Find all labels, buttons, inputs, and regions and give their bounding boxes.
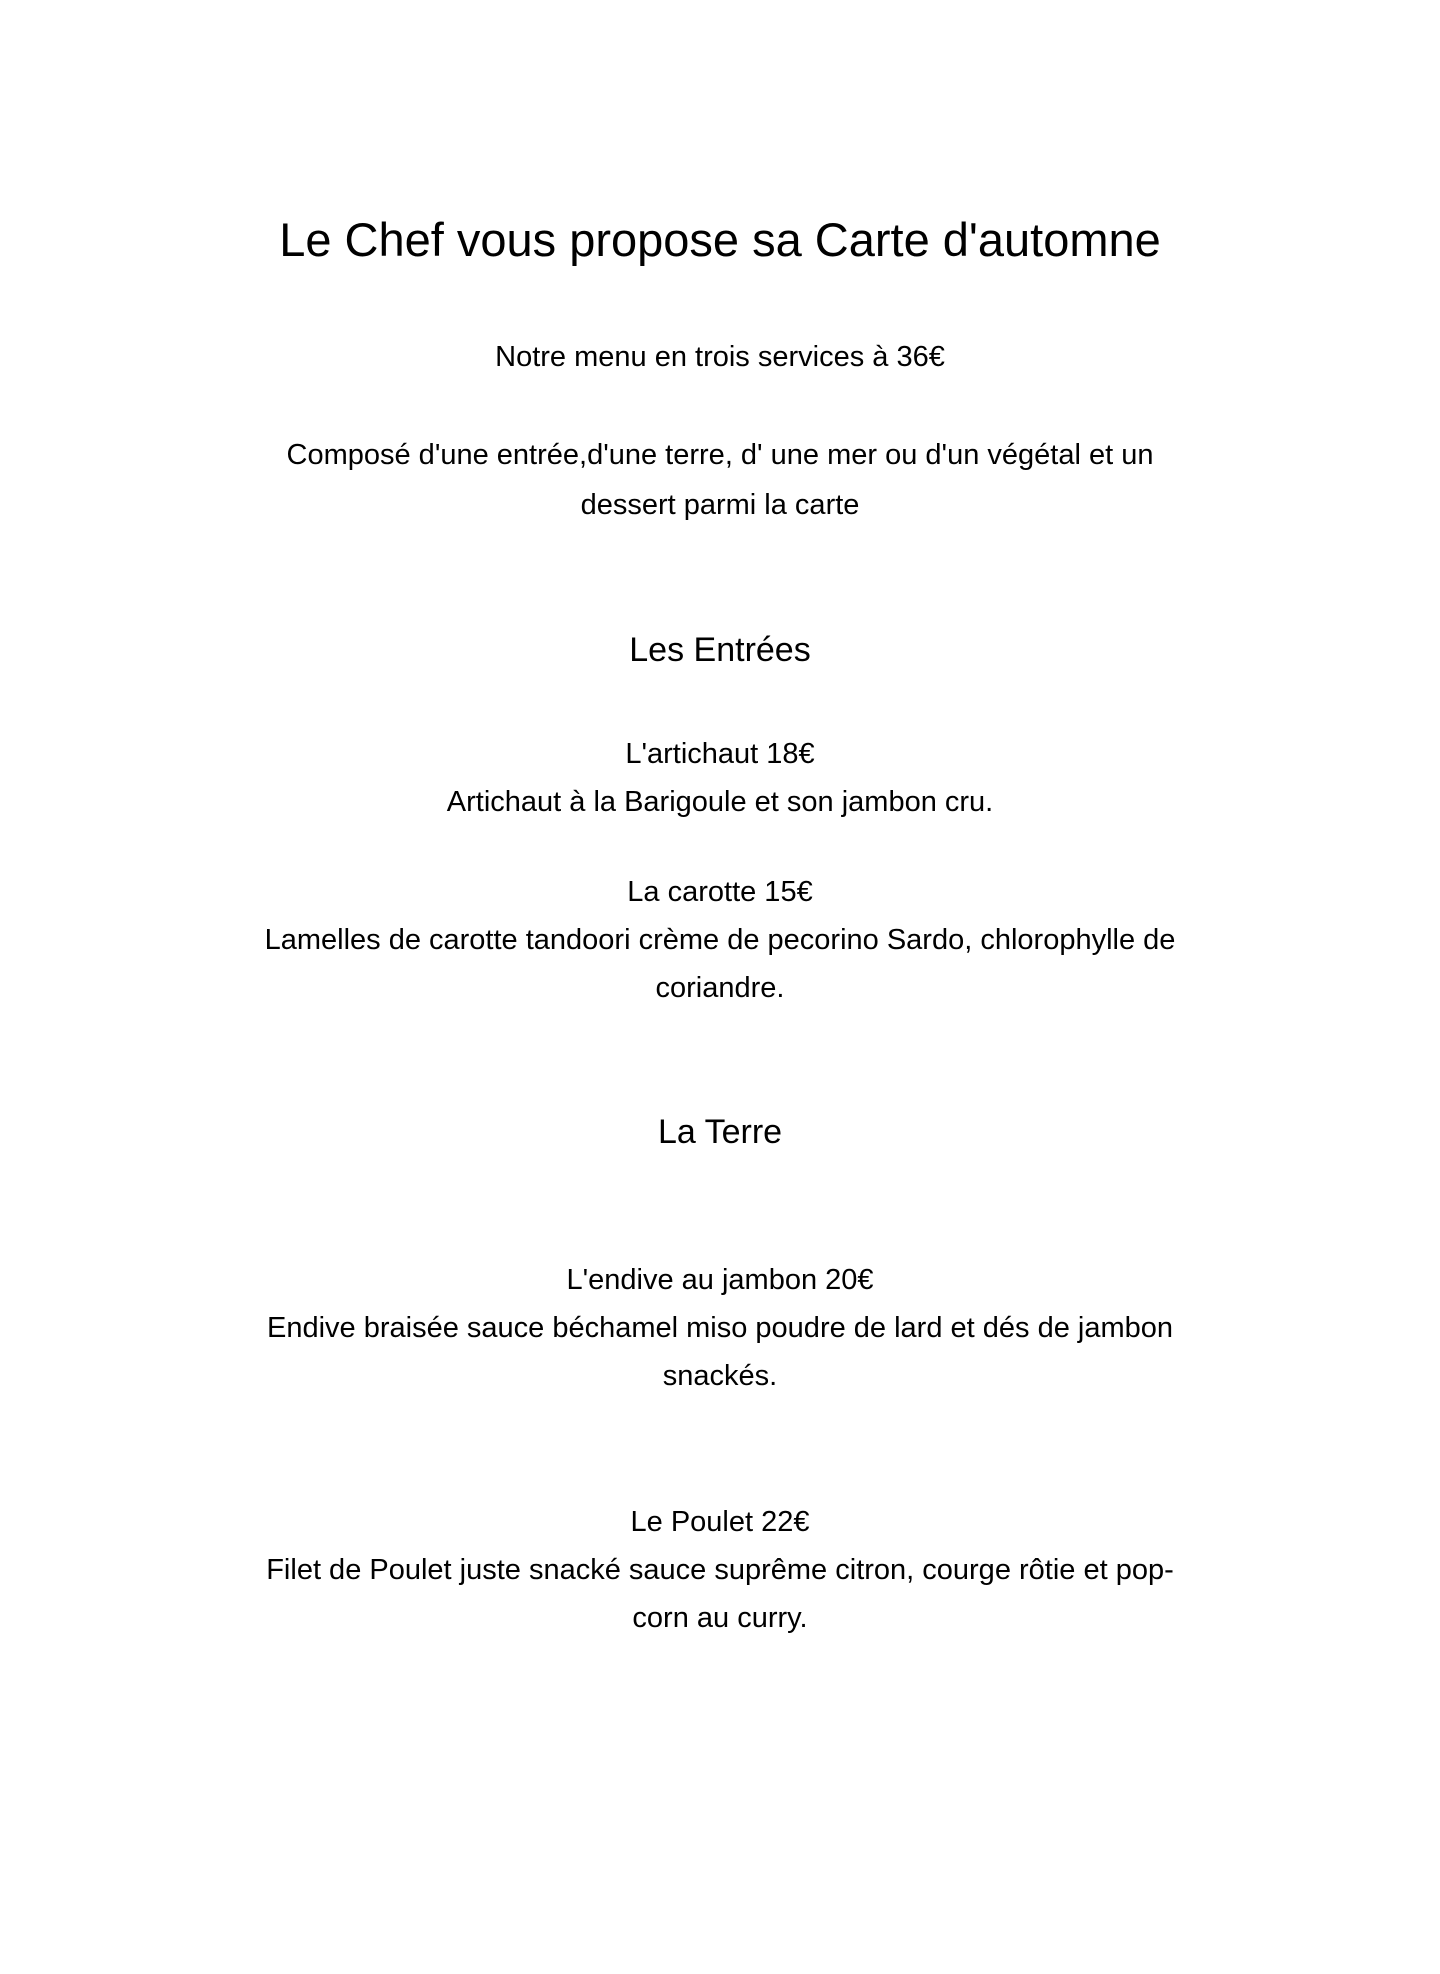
dish-name: L'endive au jambon 20€ [566,1264,874,1296]
menu-intro-line: Composé d'une entrée,d'une terre, d' une mer ou d'un végétal et un [286,439,1154,471]
dish-name: La carotte 15€ [627,876,813,908]
menu-intro [0,430,1440,530]
dish-carotte [0,868,1440,1012]
dish-description-line: corn au curry. [632,1602,808,1634]
dish-description-line: Endive braisée sauce béchamel miso poudre de lard et dés de jambon [267,1312,1173,1344]
dish-name: Le Poulet 22€ [630,1506,810,1538]
menu-formula-text: Notre menu en trois services à 36€ [495,341,945,373]
dish-description-line: Filet de Poulet juste snacké sauce suprême citron, courge rôtie et pop- [266,1554,1174,1586]
dish-description-line: coriandre. [655,972,785,1004]
page-title: Le Chef vous propose sa Carte d'automne [279,213,1161,266]
menu-intro-line: dessert parmi la carte [580,489,860,521]
section-heading-entrees: Les Entrées [629,631,811,669]
dish-description-line: Artichaut à la Barigoule et son jambon cru. [446,786,994,818]
dish-artichaut [0,730,1440,826]
dish-name: L'artichaut 18€ [625,738,815,770]
dish-poulet [0,1498,1440,1642]
dish-endive [0,1256,1440,1400]
section-heading-terre: La Terre [657,1113,783,1151]
dish-description-line: Lamelles de carotte tandoori crème de pecorino Sardo, chlorophylle de [264,924,1176,956]
dish-description-line: snackés. [662,1360,778,1392]
